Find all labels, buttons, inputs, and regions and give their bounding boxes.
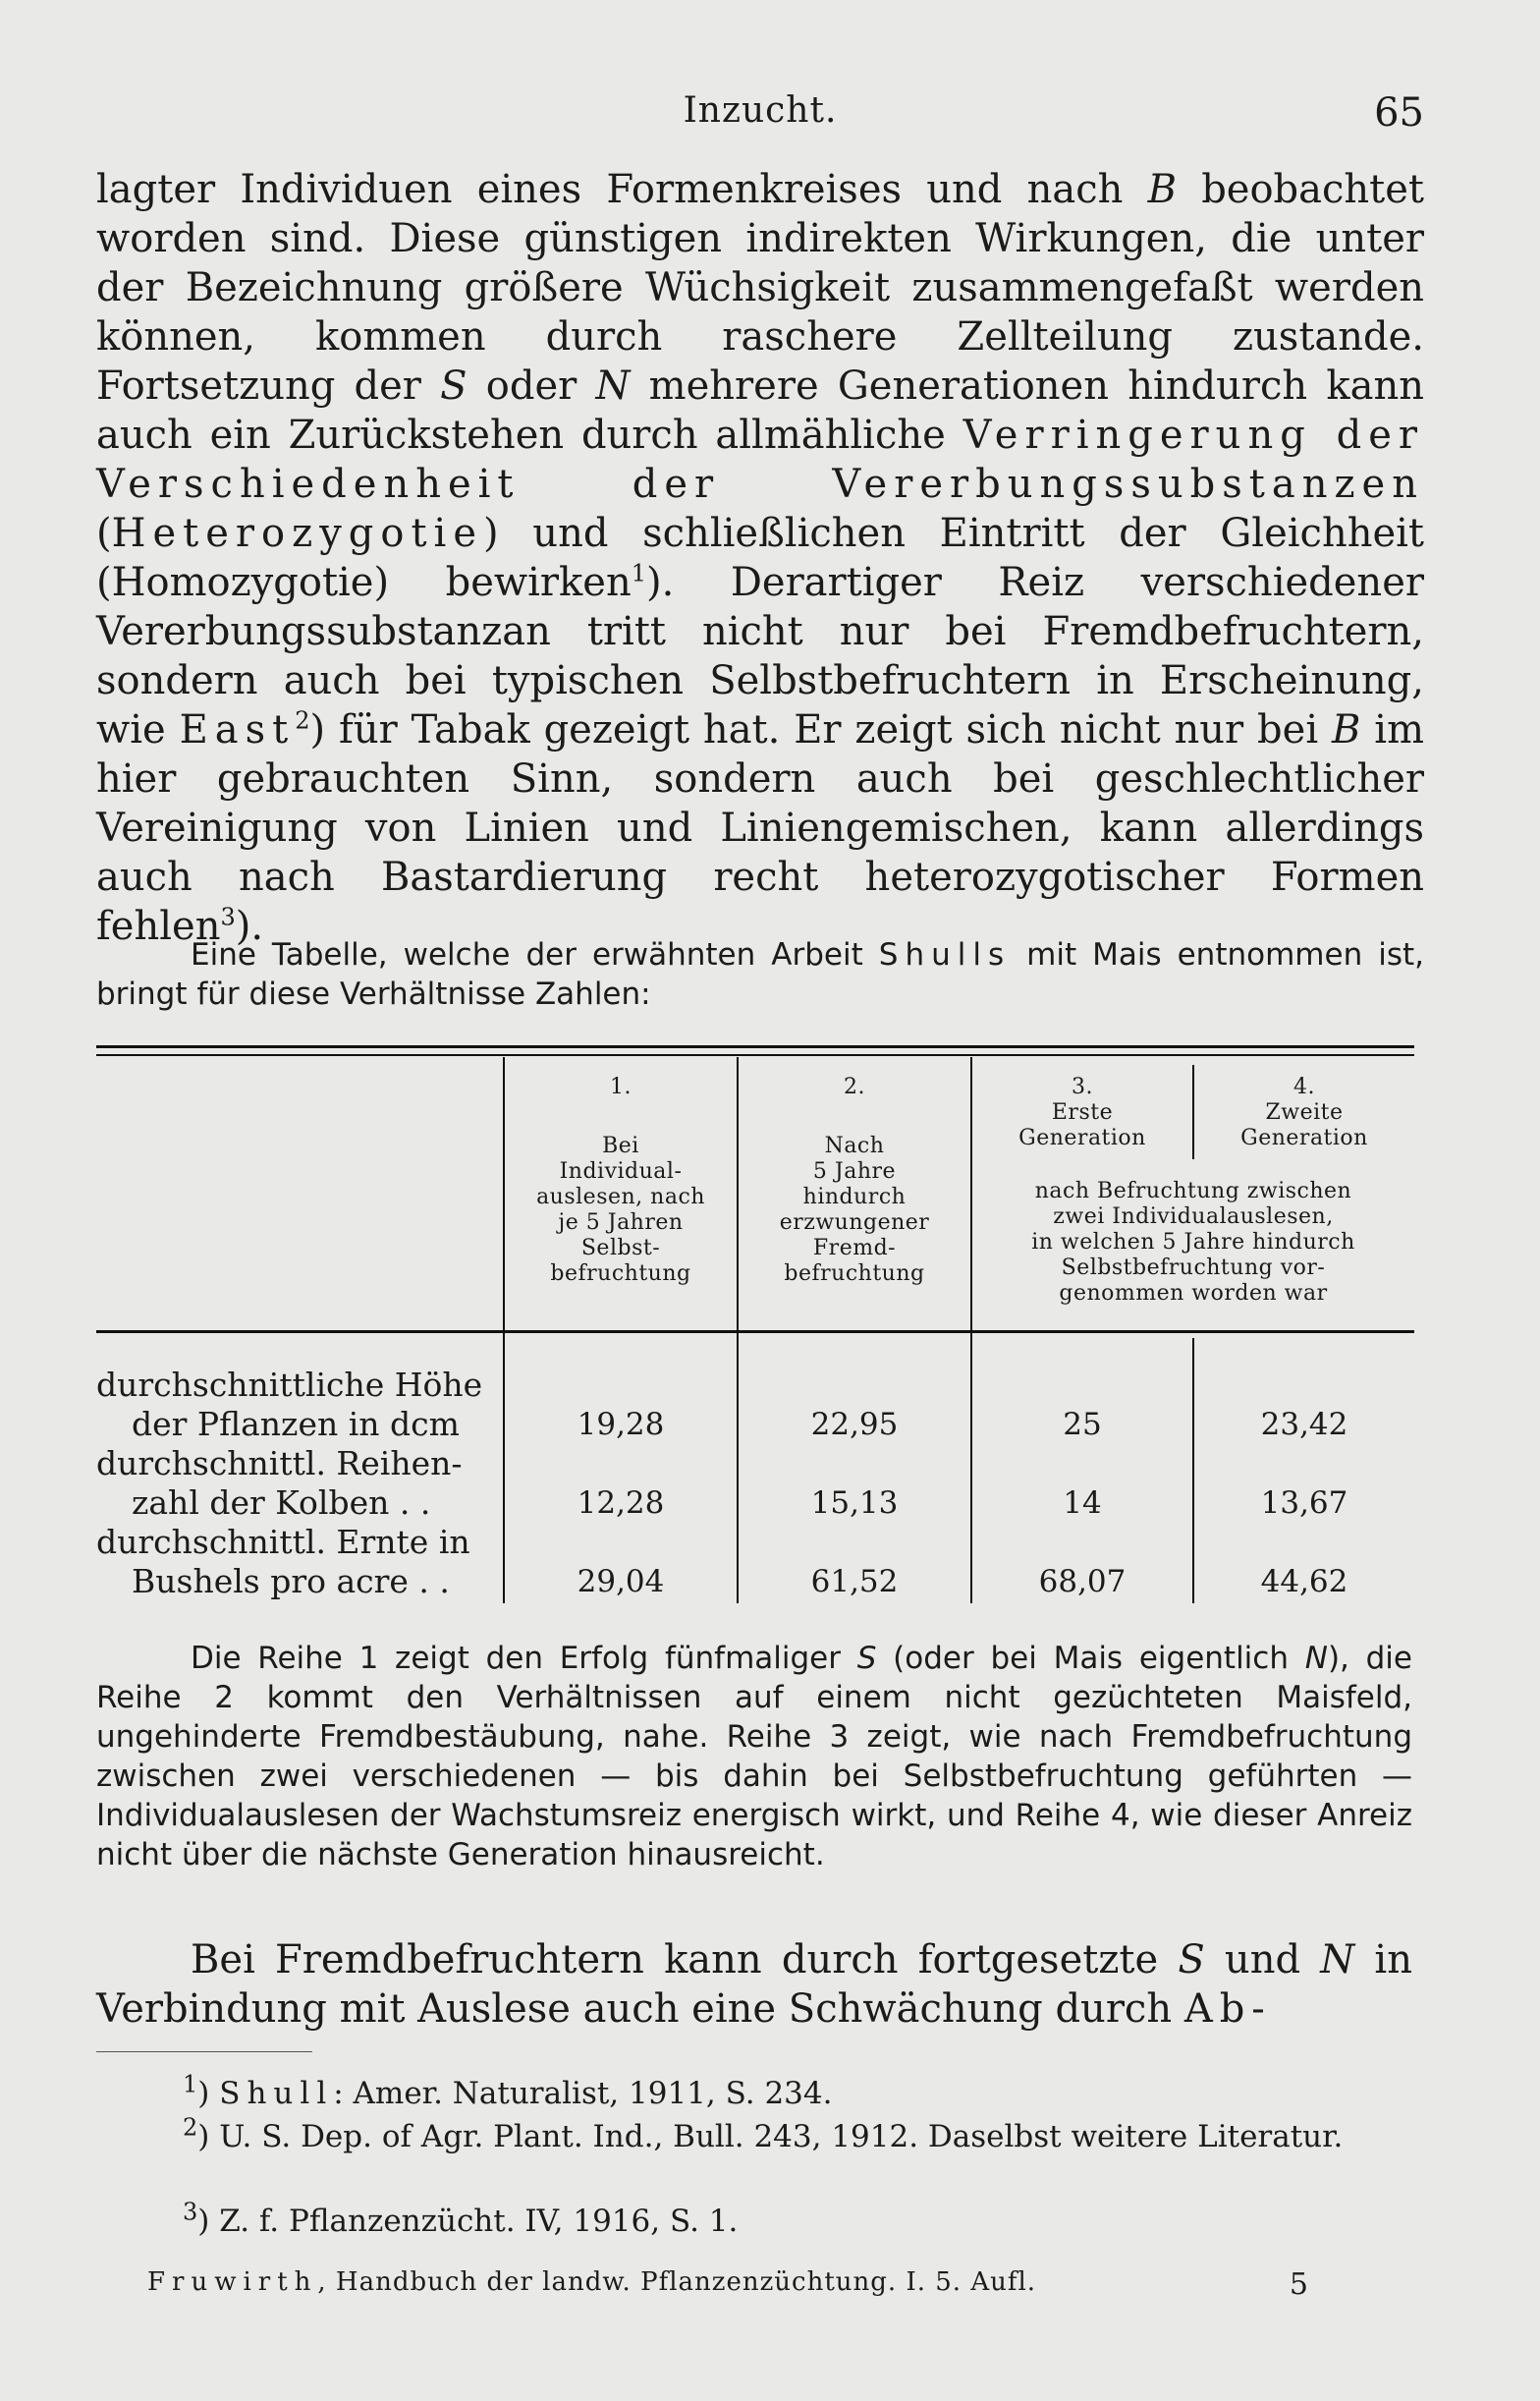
text-run: und: [1204, 1937, 1321, 1982]
column-number: 3.: [1072, 1075, 1093, 1099]
column-number: 2.: [844, 1075, 865, 1099]
footnote-2: $^2$) U. S. Dep. of Agr. Plant. Ind., Bull. 243, 1912. Daselbst weitere Literatur.: [183, 2113, 1344, 2154]
text-run: (: [96, 511, 112, 556]
table-column-header-1: [505, 1075, 737, 1287]
column-text: Erste: [1051, 1100, 1114, 1125]
column-text: Generation: [1240, 1126, 1368, 1150]
column-text: Selbst-: [580, 1236, 661, 1260]
text-run: lagter Individuen eines Formenkreises und nach: [96, 167, 1148, 212]
table-column-header-3: [972, 1075, 1192, 1151]
table-cell: 12,28: [577, 1485, 665, 1521]
table-column-header-2: [739, 1075, 970, 1287]
footnote-mark: 1: [183, 2070, 198, 2098]
column-text: Selbstbefruchtung vor-: [1061, 1256, 1326, 1280]
symbol-b: B: [1147, 167, 1177, 212]
column-text: Fremd-: [812, 1236, 897, 1260]
column-text: Bei: [602, 1134, 639, 1158]
text-run: im hier gebrauchten Sinn, sondern auch bei geschlechtlicher Vereinigung von Linien und Liniengemischen, kann allerdings auch nach Bastardierung recht heterozygotischer Formen fehlen: [96, 707, 1425, 949]
footnote-ref: 3: [220, 903, 236, 931]
column-text: Generation: [1018, 1126, 1146, 1150]
column-text: erzwungener: [779, 1210, 930, 1235]
table-cell: 23,42: [1260, 1407, 1348, 1442]
symbol-n: N: [595, 363, 631, 409]
symbol-s: S: [440, 363, 468, 409]
text-run: mit Mais entnommen ist, bringt für diese Verhältnisse Zahlen:: [96, 937, 1424, 1012]
column-text: in welchen 5 Jahre hindurch: [1031, 1230, 1355, 1255]
table-top-rule: [96, 1045, 1414, 1048]
symbol-s: S: [856, 1641, 877, 1676]
table-row-label: [96, 1366, 499, 1444]
row-label-text: zahl der Kolben . .: [132, 1483, 431, 1522]
footnote-mark: 3: [183, 2198, 198, 2226]
text-run: mehrere Generationen hindurch kann auch ein Zurückstehen durch allmähliche: [96, 363, 1424, 458]
closing-paragraph: [96, 1935, 1412, 2034]
author-name: East: [179, 707, 296, 753]
column-text: je 5 Jahren: [558, 1210, 684, 1235]
text-run: ).: [235, 904, 264, 949]
footnote-text: : Amer. Naturalist, 1911, S. 234.: [333, 2076, 833, 2111]
symbol-n: N: [1304, 1641, 1328, 1676]
column-number: 1.: [610, 1075, 632, 1099]
column-text: Individual-: [559, 1159, 683, 1184]
footer-text: , Handbuch der landw. Pflanzenzüchtung. I. 5. Aufl.: [317, 2267, 1037, 2297]
row-label-text: durchschnittl. Reihen-: [96, 1444, 463, 1482]
row-label-text: durchschnittliche Höhe: [96, 1366, 483, 1404]
footnote-1: $^1$) Shull: Amer. Naturalist, 1911, S. 234.: [183, 2070, 833, 2111]
table-column-header-4: [1194, 1075, 1414, 1151]
data-table: [96, 1045, 1414, 1605]
footnote-3: $^3$) Z. f. Pflanzenzücht. IV, 1916, S. 1.: [183, 2198, 739, 2239]
footnote-ref: 1: [631, 559, 646, 587]
column-text: Zweite: [1265, 1100, 1344, 1125]
page-number: 65: [1374, 90, 1424, 136]
column-text: befruchtung: [784, 1261, 925, 1286]
text-run: Bei Fremdbefruchtern kann durch fortgesetzte: [191, 1937, 1179, 1982]
table-header-rule: [96, 1330, 1414, 1333]
column-text: 5 Jahre: [812, 1159, 897, 1184]
table-top-rule-2: [96, 1054, 1414, 1056]
table-column-header-3-4-span: [972, 1179, 1414, 1307]
table-cell: 19,28: [577, 1407, 665, 1442]
table-row-label: [96, 1523, 499, 1601]
column-text: befruchtung: [550, 1261, 691, 1286]
column-text: zwei Individualauslesen,: [1053, 1204, 1334, 1229]
footnote-ref: 2: [295, 706, 310, 735]
running-header: [96, 90, 1424, 140]
table-cell: 22,95: [810, 1407, 899, 1442]
column-number: 4.: [1293, 1075, 1315, 1099]
table-cell: 25: [1063, 1407, 1102, 1442]
table-row-label: [96, 1444, 499, 1523]
text-run: Eine Tabelle, welche der erwähnten Arbeit: [191, 937, 879, 973]
footer-author: Fruwirth: [147, 2267, 318, 2297]
symbol-b: B: [1332, 707, 1361, 753]
row-label-text: Bushels pro acre . .: [132, 1562, 450, 1600]
footnote-text: U. S. Dep. of Agr. Plant. Ind., Bull. 243, 1912. Daselbst weitere Literatur.: [219, 2119, 1344, 2154]
text-run: ), die Reihe 2 kommt den Verhältnissen auf einem nicht gezüchteten Maisfeld, ungehinderte Fremdbestäubung, nahe. Reihe 3 zeigt, wie nach Fremdbefruchtung zwischen zwei verschiedenen — bis dahin bei Selbstbefruchtung geführten — Individualauslesen der Wachstumsreiz energisch wirkt, und Reihe 4, wie dieser Anreiz nicht über die nächste Generation hinausreicht.: [96, 1641, 1412, 1872]
table-cell: 15,13: [810, 1485, 899, 1521]
table-cell: 61,52: [810, 1564, 899, 1599]
main-paragraph: [96, 165, 1424, 951]
author-name: Shull: [219, 2076, 334, 2111]
text-run: Die Reihe 1 zeigt den Erfolg fünfmaliger: [191, 1641, 857, 1676]
text-run: in Verbindung mit Auslese auch eine Schwächung durch: [96, 1937, 1412, 2032]
row-label-text: der Pflanzen in dcm: [132, 1405, 460, 1443]
spaced-emphasis: Ab-: [1183, 1986, 1272, 2032]
column-text: auslesen, nach: [536, 1185, 705, 1209]
footnote-text: Z. f. Pflanzenzücht. IV, 1916, S. 1.: [219, 2204, 739, 2239]
table-cell: 44,62: [1260, 1564, 1348, 1599]
table-commentary: [96, 1639, 1412, 1874]
footnote-mark: 2: [183, 2113, 198, 2142]
column-text: genommen worden war: [1059, 1281, 1328, 1306]
text-run: ) für Tabak gezeigt hat. Er zeigt sich nicht nur bei: [309, 707, 1332, 753]
running-title: Inzucht.: [683, 90, 838, 131]
table-cell: 29,04: [577, 1564, 665, 1599]
table-intro: [96, 935, 1424, 1014]
text-run: (oder bei Mais eigentlich: [876, 1641, 1305, 1676]
table-cell: 14: [1063, 1485, 1102, 1521]
table-cell: 68,07: [1038, 1564, 1127, 1599]
column-text: nach Befruchtung zwischen: [1034, 1179, 1352, 1203]
spaced-emphasis: Heterozygotie: [111, 511, 484, 556]
column-text: Nach: [824, 1134, 885, 1158]
row-label-text: durchschnittl. Ernte in: [96, 1523, 470, 1561]
table-cell: 13,67: [1260, 1485, 1348, 1521]
column-text: hindurch: [802, 1185, 907, 1209]
symbol-s: S: [1178, 1937, 1205, 1982]
text-run: ). Derartiger Reiz verschiedener Vererbungssubstanzan tritt nicht nur bei Fremdbefruchtern, sondern auch bei typischen Selbstbefruchtern in Erscheinung, wie: [96, 560, 1424, 753]
symbol-n: N: [1320, 1937, 1355, 1982]
text-run: beobachtet worden sind. Diese günstigen indirekten Wirkungen, die unter der Bezeichnung größere Wüchsigkeit zusammengefaßt werden können, kommen durch raschere Zellteilung zustande. Fortsetzung der: [96, 167, 1424, 409]
text-run: oder: [467, 363, 596, 409]
footnote-divider: [96, 2051, 312, 2052]
signature-number: 5: [1289, 2267, 1309, 2302]
text-run: ) und schließlichen Eintritt der Gleichheit (Homozygotie) bewirken: [96, 511, 1424, 605]
author-name: Shulls: [878, 937, 1012, 973]
spaced-emphasis: Verringerung der Verschiedenheit der Vererbungssubstanzen: [96, 413, 1425, 507]
page-footer: [147, 2267, 1309, 2302]
